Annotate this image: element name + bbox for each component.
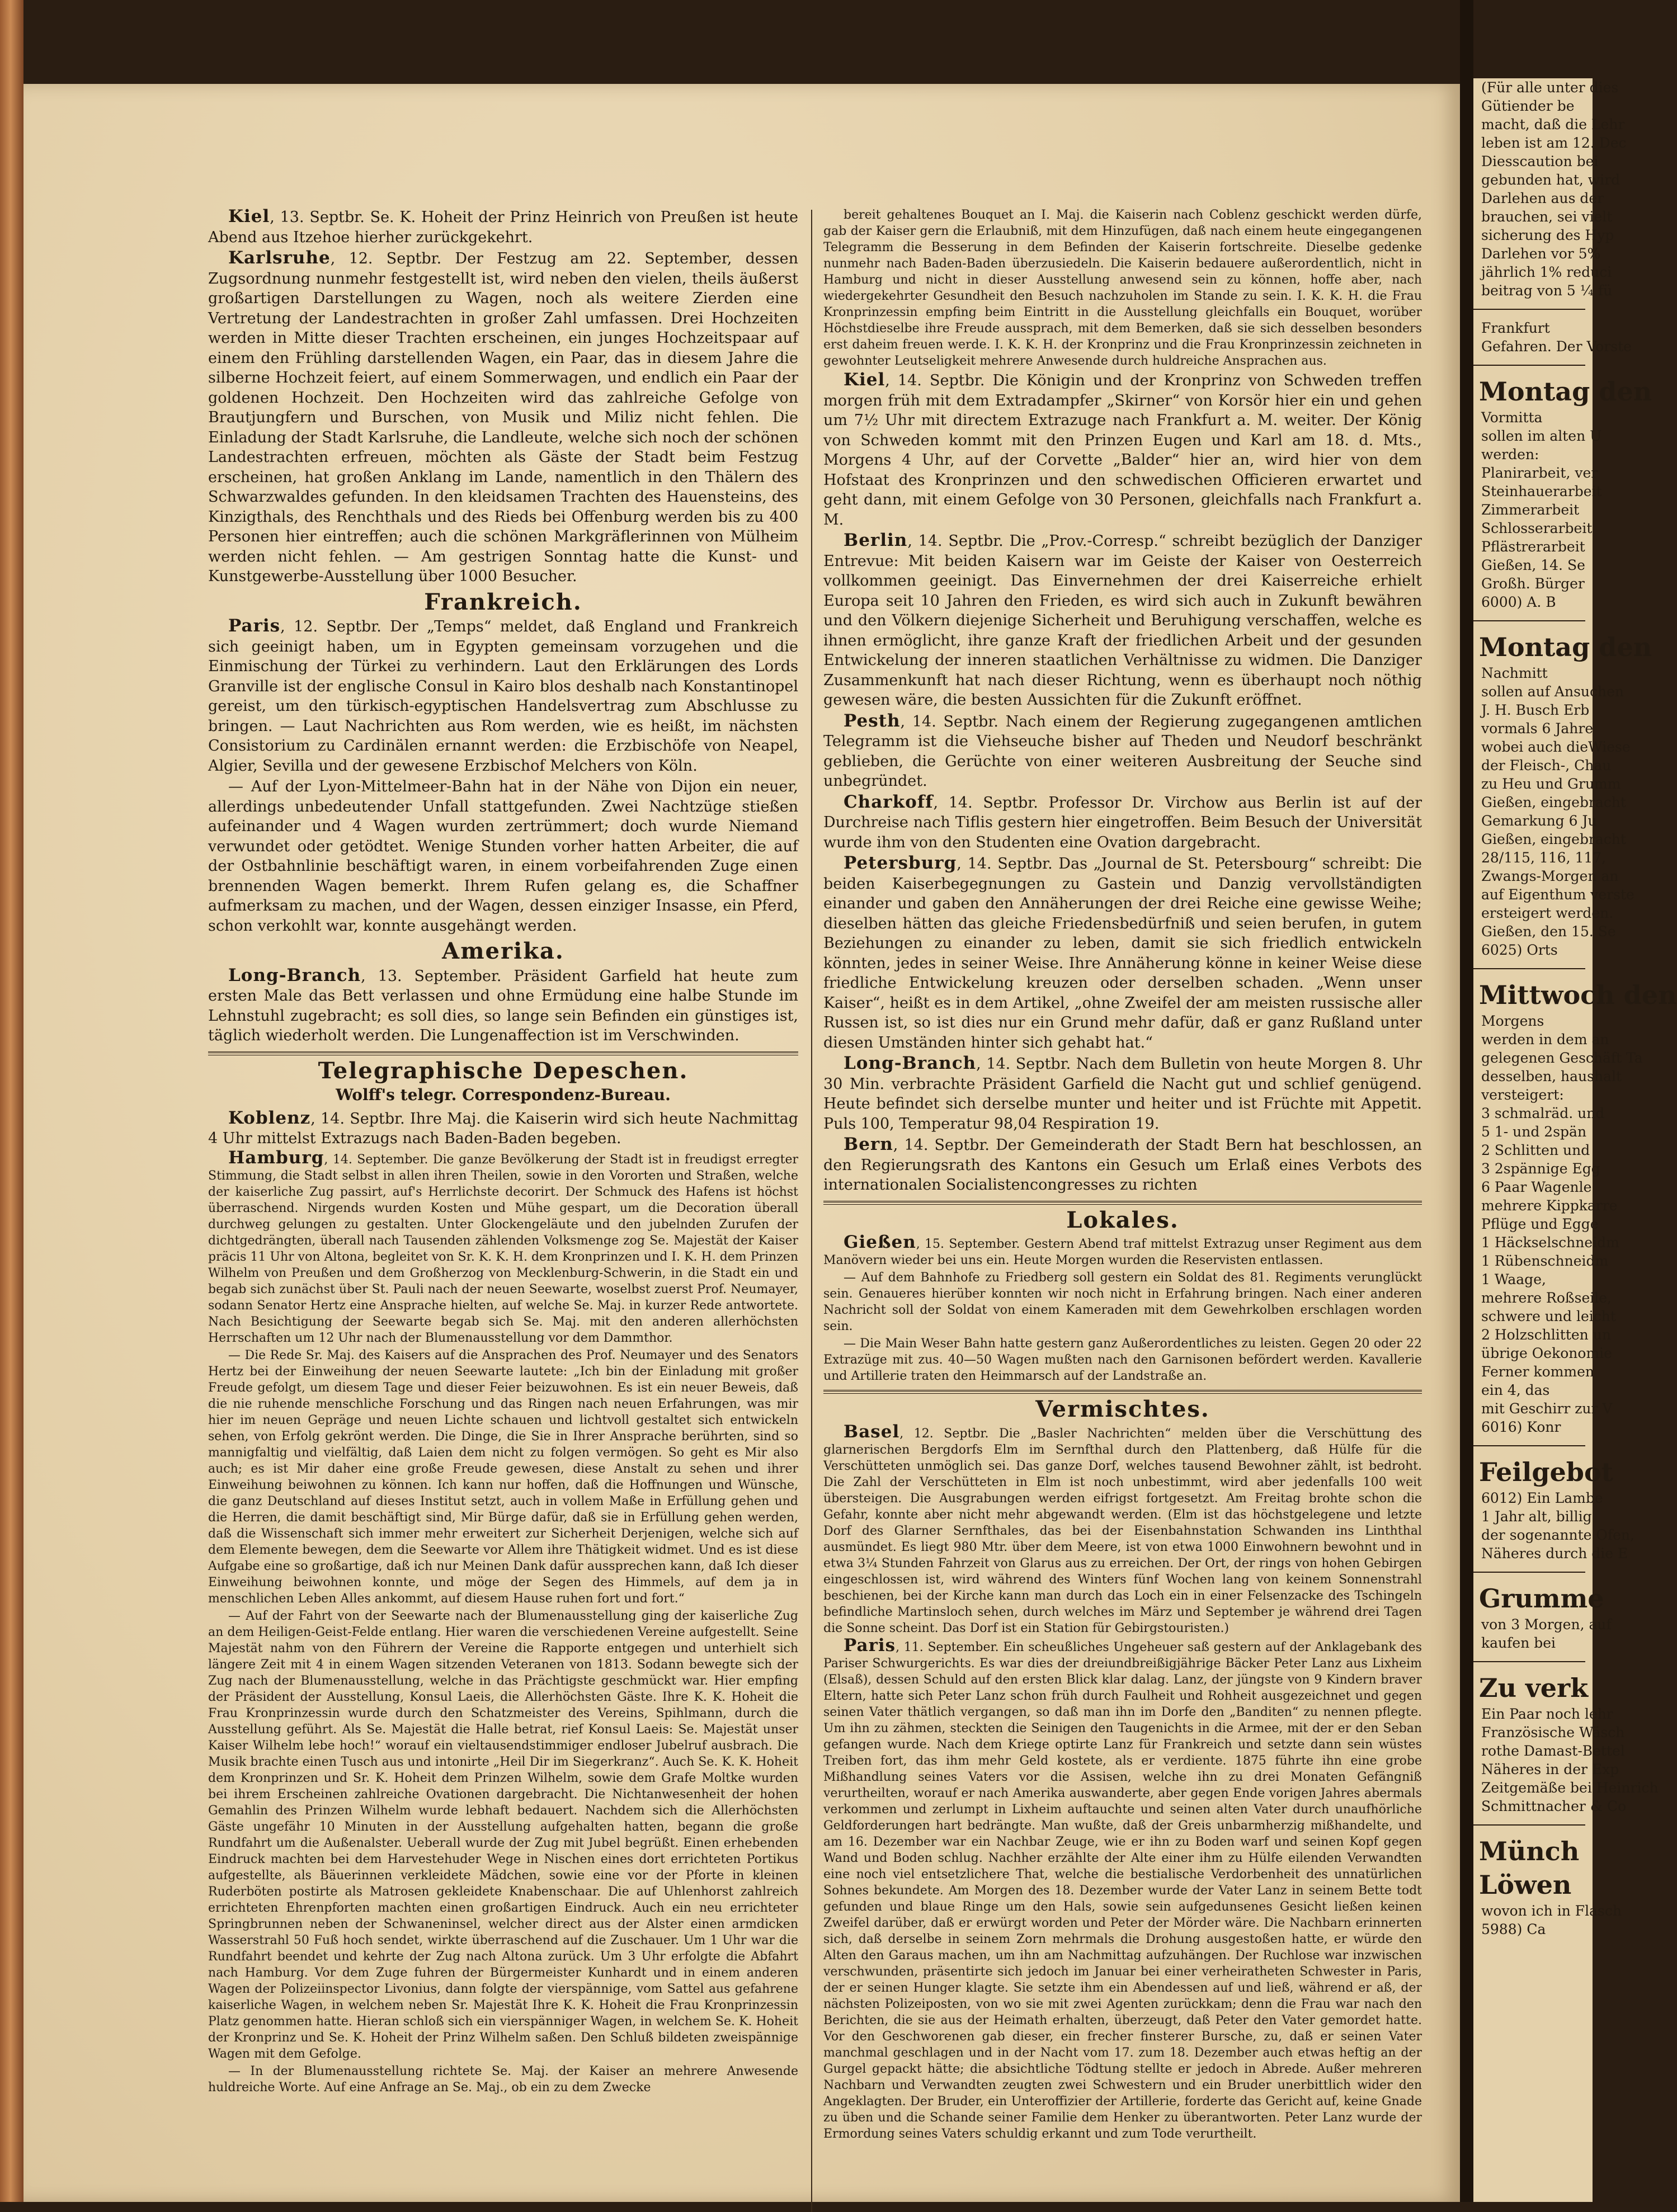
article-text: bereit gehaltenes Bouquet an I. Maj. die Kaiserin nach Coblenz geschickt werden dürfe, gab der Kaiser gern die Erlaubniß, mit dem Hinzufügen, daß nach einem heute eingegangenen Telegramm die Besserung in dem Befinden der Kaiserin fortschreite. Dieselbe gedenke nunmehr nach Baden-Baden überzusiedeln. Die Kaiserin bedauere außerordentlich, nicht in Hamburg und nicht in dieser Ausstellung anwesend sein zu können, hoffe aber, nach wiedergekehrter Gesundheit den Besuch nachzuholen im Stande zu sein. I. K. K. H. die Frau Kronprinzessin empfing beim Eintritt in die Ausstellung gleichfalls ein Bouquet, worüber Höchstdieselbe ihre Freude aussprach, mit dem Bemerken, daß sie sich desselben besonders erst daheim freuen werde. I. K. K. H. der Kronprinz und die Frau Kronprinzessin zeichneten in gewohnter Leutseligkeit mehrere Anwesende durch huldreiche Ansprachen aus. [823, 208, 1422, 368]
edge-text-line: Gießen, den 15. Se [1481, 923, 1616, 940]
edge-text-line: Gütiender be [1481, 98, 1575, 114]
binding-gutter [1460, 0, 1473, 2202]
edge-text-line: Näheres in der Exp [1481, 1761, 1619, 1777]
edge-text-line: 1 Häckselschneidm [1481, 1234, 1619, 1251]
edge-heading: Münch [1479, 1836, 1580, 1866]
edge-text-line: Zwangs-Morgen an [1481, 868, 1619, 884]
edge-text-line: Steinhauerarbeit [1481, 483, 1602, 499]
article-text: — In der Blumenausstellung richtete Se. Maj. der Kaiser an mehrere Anwesende huldreiche Worte. Auf eine Anfrage an Se. Maj., ob ein zu dem Zwecke [208, 2064, 798, 2095]
edge-text-line: brauchen, sei vielt [1481, 209, 1613, 225]
edge-text-line: Schmittnacher & Co [1481, 1798, 1627, 1814]
edge-text-line: Pflüge und Egge [1481, 1216, 1599, 1232]
edge-rule [1473, 1824, 1585, 1826]
edge-text-line: Gefahren. Der Vorste [1481, 338, 1632, 355]
article-dateline: Karlsruhe [228, 248, 331, 268]
article-dateline: Berlin [844, 530, 908, 550]
edge-text-line: 28/115, 116, 117, [1481, 850, 1607, 866]
section-subheading: Wolff's telegr. Correspondenz-Bureau. [336, 1086, 671, 1104]
edge-text-line: Gießen, 14. Se [1481, 557, 1585, 573]
edge-heading: Mittwoch den [1479, 980, 1677, 1010]
article-paragraph [823, 531, 1422, 710]
article-dateline: Pesth [844, 710, 901, 731]
edge-rule [1473, 620, 1585, 621]
edge-text-line: Zeitgemäße bei Heinrich [1481, 1780, 1659, 1796]
article-paragraph [208, 777, 798, 936]
article-text: , 13. Septbr. Se. K. Hoheit der Prinz Heinrich von Preußen ist heute Abend aus Itzehoe hierher zurückgekehrt. [208, 209, 798, 246]
article-text: , 12. Septbr. Die „Basler Nachrichten“ melden über die Verschüttung des glarnerischen Bergdorfs Elm im Sernfthal durch den Plattenberg, daß Hülfe für die Verschütteten unmöglich sei. Das ganze Dorf, welches tausend Bewohner zählt, ist bedroht. Die Zahl der Verschütteten in Elm ist noch unbestimmt, wird aber jedenfalls 100 weit übersteigen. Die Ausgrabungen werden eifrigst fortgesetzt. Am Freitag brohte schon die Gefahr, konnte aber nicht mehr abgewandt werden. (Elm ist das höchstgelegene und letzte Dorf des Glarner Sernfthales, das bei der Eisenbahnstation Schwanden ins Linththal ausmündet. Es liegt 980 Mtr. über dem Meere, ist von etwa 1000 Einwohnern bewohnt und in etwa 3¼ Stunden Fahrzeit von Glarus aus zu erreichen. Der Ort, der rings von hohen Gebirgen eingeschlossen ist, wird während des Winters fünf Wochen lang von keinem Sonnenstrahl beschienen, bei der Kirche kann man durch das Loch ein in einer Felsenzacke des Tschingeln befindliche Martinsloch sehen, durch welches im März und September je während drei Tagen die Sonne scheint. Das Dorf ist ein Station für Gebirgstouristen.) [823, 1426, 1422, 1635]
section-rule [208, 1051, 798, 1055]
edge-text-line: übrige Oekonomie [1481, 1345, 1612, 1361]
edge-text-line: Diesscaution bei [1481, 153, 1599, 169]
edge-heading: Montag den [1479, 632, 1652, 662]
article-dateline: Kiel [228, 206, 270, 227]
edge-rule [1473, 365, 1585, 366]
edge-heading: Grumme [1479, 1583, 1604, 1614]
article-paragraph [208, 2063, 798, 2096]
edge-text-line: 2 Holzschlitten un [1481, 1327, 1611, 1343]
article-paragraph [208, 248, 798, 587]
edge-text-line: Gießen, eingebracht [1481, 831, 1626, 847]
article-text: , 14. Septbr. Nach dem Bulletin von heute Morgen 8. Uhr 30 Min. verbrachte Präsident Garfield die Nacht gut und schlief genügend. Heute befindet sich derselbe munter und heiter und ist Früchte mit Appetit. Puls 100, Temperatur 98,04 Respiration 19. [823, 1055, 1422, 1133]
edge-text-line: desselben, haushalt [1481, 1068, 1622, 1084]
article-dateline: Basel [844, 1421, 900, 1442]
edge-heading: Löwen [1479, 1870, 1572, 1900]
article-text: — Die Main Weser Bahn hatte gestern ganz Außerordentliches zu leisten. Gegen 20 oder 22 Extrazüge mit zus. 40—50 Wagen mußten nach den Garnisonen befördert werden. Kavallerie und Artillerie traten den Heimmarsch auf der Landstraße an. [823, 1337, 1422, 1383]
article-text: , 15. September. Gestern Abend traf mittelst Extrazug unser Regiment aus dem Manövern wieder bei uns ein. Heute Morgen wurden die Reservisten entlassen. [823, 1237, 1422, 1267]
edge-text-line: rothe Damast-Bettel [1481, 1743, 1625, 1759]
article-paragraph [208, 1109, 798, 1149]
edge-text-line: 1 Waage, [1481, 1271, 1546, 1287]
edge-text-line: mit Geschirr zur V [1481, 1400, 1613, 1417]
edge-rule [1473, 968, 1585, 969]
edge-text-line: 1 Jahr alt, billig [1481, 1508, 1592, 1525]
article-paragraph [823, 853, 1422, 1053]
edge-text-line: Zimmerarbeit [1481, 502, 1580, 518]
edge-text-line: Schlosserarbeit [1481, 520, 1593, 536]
edge-text-line: Französische Wäsch [1481, 1724, 1625, 1741]
article-text: , 14. Septbr. Die „Prov.-Corresp.“ schreibt bezüglich der Danziger Entrevue: Mit beiden Kaisern war im Geiste der Kaiser von Oesterreich vollkommen geeinigt. Das Einvernehmen der drei Kaiserreiche erhielt Europa seit 10 Jahren den Frieden, es wird sich auch in Zukunft bewähren und den Völkern diejenige Sicherheit und Beruhigung verschaffen, welche es ihnen ermöglicht, ihre ganze Kraft der friedlichen Arbeit und der gesunden Entwickelung der inneren staatlichen Verhältnisse zu widmen. Die Danziger Zusammenkunft hat nach dieser Richtung, wenn es überhaupt noch nöthig gewesen wäre, die besten Aussichten für die Zukunft eröffnet. [823, 532, 1422, 709]
section-rule [823, 1390, 1422, 1394]
column-divider [811, 210, 812, 2212]
edge-text-line: gebunden hat, wird [1481, 172, 1621, 188]
section-heading: Amerika. [442, 938, 564, 964]
article-text: , 14. Septbr. Ihre Maj. die Kaiserin wird sich heute Nachmittag 4 Uhr mittelst Extrazugs nach Baden-Baden begeben. [208, 1110, 798, 1147]
edge-text-line: wobei auch dieWiese [1481, 739, 1631, 755]
edge-text-line: ein 4, das [1481, 1382, 1550, 1398]
article-text: — Auf dem Bahnhofe zu Friedberg soll gestern ein Soldat des 81. Regiments verunglückt sein. Genaueres hierüber konnten wir noch nicht in Erfahrung bringen. Nach einer anderen Nachricht soll der Soldat von einem Kameraden mit dem Gewehrkolben erschlagen worden sein. [823, 1271, 1422, 1333]
edge-text-line: Morgens [1481, 1013, 1544, 1029]
article-paragraph [823, 370, 1422, 530]
edge-text-line: 3 2spännige Egg [1481, 1161, 1600, 1177]
edge-text-line: schwere und leicht [1481, 1308, 1616, 1324]
edge-text-line: wovon ich in Flasch [1481, 1903, 1622, 1919]
article-text: , 13. September. Präsident Garfield hat heute zum ersten Male das Bett verlassen und ohne Ermüdung eine halbe Stunde im Lehnstuhl zugebracht; es soll dies, so lange sein Befinden ein günstiges ist, täglich wiederholt werden. Die Lungenaffection ist im Verschwinden. [208, 967, 798, 1044]
edge-text-line: Darlehen vor 5% [1481, 246, 1601, 262]
article-paragraph [208, 207, 798, 247]
edge-text-line: ersteigert werden. [1481, 905, 1614, 921]
edge-rule [1473, 309, 1585, 310]
edge-text-line: werden: [1481, 446, 1539, 463]
edge-text-line: beitrag von 5 ¼ fü [1481, 282, 1613, 299]
article-text: — Die Rede Sr. Maj. des Kaisers auf die Ansprachen des Prof. Neumayer und des Senators Hertz bei der Einweihung der neuen Seewarte lautete: „Ich bin der Einladung mit großer Freude gefolgt, um diesem Tage und dieser Feier beizuwohnen. Es ist ein neuer Beweis, daß die nie ruhende menschliche Forschung und das Ringen nach neuen Erfahrungen, was mir hier im neuen Gepräge und neuen Lichte schauen und lichtvoll gestaltet sich entwickeln sehen, von Erfolg gekrönt werden. Die Dinge, die Sie in Ihrer Ansprache berührten, sind so mannigfaltig und vielfältig, daß Laien dem nicht zu folgen vermögen. So geht es Mir also auch; es ist Mir daher eine große Freude gewesen, diese Anstalt zu sehen und ihrer Einweihung beiwohnen zu können. Ich kann nur hoffen, daß die Hoffnungen und Wünsche, die ganz Deutschland auf dieses Institut setzt, auch in vollem Maße in Erfüllung gehen und die Herren, die damit beschäftigt sind, Mir Bürge dafür, daß sie in Erfüllung gehen werden, daß die Wissenschaft sich immer mehr erweitert zur Sicherheit Derjenigen, welche sich auf dem Elemente bewegen, dem die Seewarte vor Allem ihre Thätigkeit widmet. Und es ist diese Aufgabe eine so großartige, daß ich nur Meinen Dank dafür aussprechen kann, daß Ich dieser Einweihung beiwohnen konnte, und möge der Segen des Himmels, auf dem ja in menschlichen Leben Alles ankommt, auf diesem Hause ruhen fort und fort.“ [208, 1348, 798, 1606]
edge-text-line: Vormitta [1481, 409, 1543, 426]
article-text: , 14. Septbr. Der Gemeinderath der Stadt Bern hat beschlossen, an den Regierungsrath des Kantons ein Gesuch um Erlaß eines Verbots des internationalen Socialistencongresses zu richten [823, 1136, 1422, 1194]
article-text: , 11. September. Ein scheußliches Ungeheuer saß gestern auf der Anklagebank des Pariser Schwurgerichts. Es war dies der dreiundbreißigjährige Bäcker Peter Lanz aus Lixheim (Elsaß), dessen Schuld auf den ersten Blick klar dalag. Lanz, der jüngste von 9 Kindern braver Eltern, hatte sich Peter Lanz schon früh durch Faulheit und Rohheit ausgezeichnet und gegen seinen Vater thätlich vergangen, so daß man ihn im Dorfe den „Banditen“ zu nennen pflegte. Um ihn zu zähmen, steckten die Seinigen den Taugenichts in die Armee, mit der er den Seban gefangen wurde. Nach dem Kriege optirte Lanz für Frankreich und setzte dann sein wüstes Treiben fort, das ihm mehr Geld kostete, als er verdiente. 1875 führte ihn eine grobe Mißhandlung seines Vaters vor die Assisen, welche ihn zu drei Monaten Gefängniß verurtheilten, worauf er nach Amerika auswanderte, aber gegen Ende vorigen Jahres abermals verkommen und zerlumpt in Lixheim auftauchte und seinen alten Vater durch unaufhörliche Geldforderungen hart bedrängte. Man wußte, daß der Greis unbarmherzig mißhandelte, und am 16. Dezember war ein Nachbar Zeuge, wie er ihn zu Boden warf und seinen Kopf gegen Wand und Boden schlug. Nachher erzählte der Alte einer ihm zu Hülfe eilenden Verwandten eine noch viel entsetzlichere That, welche die bestialische Verdorbenheit des unnatürlichen Sohnes bekundete. Am Morgen des 18. Dezember wurde der Vater Lanz in seinem Bette todt gefunden und blaue Ringe um den Hals, sowie sein aufgedunsenes Gesicht ließen keinen Zweifel darüber, daß er erwürgt worden und Peter der Mörder wäre. Die Nachbarn erinnerten sich, daß derselbe in seinem Zorn mehrmals die Drohung ausgestoßen hatte, er würde den Alten den Garaus machen, um ihn am Nachmittag aufzuhängen. Der Ruchlose war inzwischen verschwunden, präsentirte sich jedoch im Januar bei einer verheiratheten Schwester in Paris, der er seinen Hunger klagte. Sie setzte ihm ein Abendessen auf und ließ, während er aß, der nächsten Polizeiposten, von wo sie mit zwei Agenten zurückkam; denn die Frau war nach den Berichten, die sie aus der Heimath erhalten, überzeugt, daß Peter den Vater gemordet hatte. Vor den Geschworenen gab dieser, ein frecher finsterer Bursche, zu, daß er seinen Vater manchmal geschlagen und in der Nacht vom 17. zum 18. Dezember auch etwas heftig an der Gurgel gepackt hätte; die absichtliche Tödtung stellte er jedoch in Abrede. Außer mehreren Nachbarn und Verwandten zeugten zwei Schwestern und ein Bruder unerbittlich wider den Angeklagten. Der Bruder, ein Unteroffizier der Artillerie, forderte das Gericht auf, keine Gnade zu üben und die Schande seiner Familie dem Henker zu überantworten. Peter Lanz wurde der Ermordung seines Vaters schuldig erkannt und zum Tode verurtheilt. [823, 1640, 1422, 2141]
edge-heading: Montag den [1479, 376, 1652, 407]
article-text: , 14. Septbr. Professor Dr. Virchow aus Berlin ist auf der Durchreise nach Tiflis gestern hier eingetroffen. Beim Besuch der Universität wurde ihm von den Studenten eine Ovation dargebracht. [823, 794, 1422, 851]
article-dateline: Long-Branch [228, 965, 361, 985]
article-paragraph [823, 1336, 1422, 1384]
newspaper-page [23, 84, 1460, 2202]
edge-rule [1473, 1445, 1585, 1446]
edge-text-line: 2 Schlitten und [1481, 1142, 1590, 1158]
edge-text-line: Ein Paar noch lehr [1481, 1706, 1613, 1722]
edge-text-line: J. H. Busch Erb [1481, 702, 1590, 718]
article-dateline: Petersburg [844, 853, 957, 873]
edge-text-line: 3 schmalräd. und [1481, 1105, 1605, 1121]
article-paragraph [208, 1347, 798, 1607]
edge-text-line: sollen im alten U [1481, 428, 1602, 444]
article-text: , 14. September. Die ganze Bevölkerung der Stadt ist in freudigst erregter Stimmung, die Stadt selbst in allen ihren Theilen, sowie in den Vororten und Straßen, welche der kaiserliche Zug passirt, auf's Herrlichste decorirt. Der Schmuck des Hafens ist höchst überraschend. Nirgends wurden Kosten und Mühe gespart, um die Decoration überall durchweg gelungen zu gestalten. Unter Glockengeläute und den jubelnden Zurufen der dichtgedrängten, überall nach Tausenden zählenden Volksmenge zog Se. Majestät der Kaiser präcis 11 Uhr von Altona, begleitet von Sr. K. K. H. dem Kronprinzen und I. K. H. dem Prinzen Wilhelm von Preußen und dem Großherzog von Mecklenburg-Schwerin, in die Stadt ein und begab sich zunächst über St. Pauli nach der neuen Seewarte, woselbst zuerst Prof. Neumayer, sodann Senator Hertz eine Ansprache hielten, auf welche Se. Maj. in kurzer Rede antwortete. Nach Besichtigung der Seewarte begab sich Se. Maj. mit den anderen allerhöchsten Herrschaften um 12 Uhr nach der Blumenausstellung vor dem Dammthor. [208, 1152, 798, 1345]
edge-text-line: mehrere Roßseile, [1481, 1290, 1612, 1306]
edge-text-line: leben ist am 12. Dec [1481, 135, 1627, 151]
edge-text-line: zu Heu und Grumm [1481, 776, 1621, 792]
article-text: , 12. Septbr. Der „Temps“ meldet, daß England und Frankreich sich geeinigt haben, um in Egypten gemeinsam vorzugehen und die Einmischung der Türkei zu verhindern. Laut den Erklärungen des Lords Granville ist der englische Consul in Kairo blos deshalb nach Konstantinopel gereist, um den türkisch-egyptischen Handelsvertrag zum Abschlusse zu bringen. — Laut Nachrichten aus Rom werden, wie es heißt, im nächsten Consistorium zu Cardinälen ernannt werden: die Erzbischöfe von Neapel, Algier, Sevilla und der gewesene Erzbischof Melchers von Köln. [208, 618, 798, 775]
edge-text-line: jährlich 1% reduci [1481, 264, 1612, 280]
article-text: , 14. Septbr. Das „Journal de St. Petersbourg“ schreibt: Die beiden Kaiserbegegnungen zu Gastein und Danzig vervollständigten einander und gaben den Annäherungen der drei Reiche eine gewisse Weihe; dieselben hätten das gleiche Friedensbedürfniß und seien berufen, in gutem Beziehungen zu einander zu leben, damit sie sich friedlich entwickeln könnten, jedes in seiner Weise. Ihre Annäherung könne in keiner Weise diese friedliche Entwickelung kreuzen oder derselben schaden. „Wenn unser Kaiser“, heißt es in dem Artikel, „ohne Zweifel der am meisten russische aller Russen ist, so ist dies nur ein Grund mehr dafür, daß er ganz Rußland unter diesen Umständen hinter sich gehabt hat.“ [823, 855, 1422, 1051]
article-dateline: Charkoff [844, 791, 934, 812]
edge-text-line: Planirarbeit, ver [1481, 465, 1598, 481]
section-heading: Vermischtes. [1035, 1396, 1210, 1422]
article-text: , 14. Septbr. Die Königin und der Kronprinz von Schweden treffen morgen früh mit dem Extradampfer „Skirner“ von Korsör hier ein und gehen um 7½ Uhr mit directem Extrazuge nach Frankfurt a. M. weiter. Der König von Schweden kommt mit den Prinzen Eugen und Karl am 18. d. Mts., Morgens 4 Uhr, auf der Corvette „Balder“ hier an, wird hier von dem Hofstaat des Kronprinzen und den schwedischen Officieren erwartet und geht dann, mit einem Gefolge von 30 Personen, gleichfalls nach Frankfurt a. M. [823, 372, 1422, 529]
section-heading: Frankreich. [424, 588, 582, 615]
article-paragraph [823, 1270, 1422, 1334]
article-dateline: Gießen [844, 1232, 916, 1252]
article-paragraph [823, 1635, 1422, 2142]
article-dateline: Bern [844, 1134, 893, 1154]
article-paragraph [823, 1135, 1422, 1195]
article-text: — Auf der Lyon-Mittelmeer-Bahn hat in der Nähe von Dijon ein neuer, allerdings unbedeutender Unfall stattgefunden. Zwei Nachtzüge stießen aufeinander und 4 Wagen wurden zertrümmert; doch wurde Niemand verwundet oder getödtet. Wenige Stunden vorher hatten Arbeiter, die auf der Ostbahnlinie beschäftigt waren, in einem vorbeifahrenden Zuge einen brennenden Wagen bemerkt. Ihrem Rufen gelang es, die Schaffner aufmerksam zu machen, und der Wagen, dessen einziger Insasse, ein Pferd, schon verkohlt war, konnte ausgehängt werden. [208, 778, 798, 935]
edge-text-line: kaufen bei [1481, 1635, 1556, 1651]
edge-text-line: 1 Rübenschneidm [1481, 1253, 1609, 1269]
edge-text-line: von 3 Morgen, auf [1481, 1616, 1612, 1633]
section-heading: Lokales. [1066, 1206, 1179, 1233]
article-dateline: Long-Branch [844, 1053, 977, 1073]
section-rule [823, 1201, 1422, 1205]
article-paragraph [208, 1147, 798, 1346]
edge-text-line: Gemarkung 6 Ju [1481, 813, 1597, 829]
edge-text-line: sollen auf Ansuchen [1481, 683, 1624, 700]
edge-rule [1473, 1572, 1585, 1573]
article-text: , 14. Septbr. Nach einem der Regierung zugegangenen amtlichen Telegramm ist die Viehseuche bisher auf Theden und Neudorf beschränkt geblieben, die Gerüchte von einer weiteren Ausbreitung der Seuche sind unbegründet. [823, 713, 1422, 790]
article-paragraph [823, 793, 1422, 853]
article-paragraph [208, 616, 798, 776]
article-paragraph [823, 1234, 1422, 1268]
edge-heading: Zu verk [1479, 1673, 1589, 1703]
edge-text-line: Gießen, eingebracht [1481, 794, 1626, 810]
edge-text-line: (Für alle unter dies [1481, 79, 1619, 96]
edge-text-line: 5988) Ca [1481, 1921, 1546, 1937]
edge-text-line: der sogenannte Ofen, [1481, 1527, 1634, 1543]
article-paragraph [208, 966, 798, 1046]
edge-text-line: Nachmitt [1481, 665, 1548, 681]
article-dateline: Koblenz [228, 1107, 311, 1128]
adjacent-page-edge [1473, 78, 1677, 2202]
edge-text-line: Pflästrerarbeit [1481, 539, 1585, 555]
right-column [823, 207, 1422, 2143]
edge-text-line: macht, daß die Lehr [1481, 116, 1625, 133]
edge-text-line: Ferner kommen [1481, 1364, 1595, 1380]
article-dateline: Paris [228, 616, 281, 636]
edge-text-line: 5 1- und 2spän [1481, 1124, 1587, 1140]
edge-text-line: 6025) Orts [1481, 942, 1558, 958]
article-paragraph [823, 207, 1422, 369]
edge-text-line: der Fleisch-, Chau [1481, 757, 1612, 774]
edge-text-line: Großh. Bürger [1481, 576, 1585, 592]
edge-text-line: gelegenen Geschäft Ta [1481, 1050, 1643, 1066]
article-dateline: Paris [844, 1635, 896, 1656]
article-paragraph [208, 1608, 798, 2062]
edge-text-line: mehrere Kippkarre [1481, 1197, 1618, 1214]
edge-text-line: Näheres durch die E [1481, 1545, 1628, 1562]
article-paragraph [823, 711, 1422, 791]
article-paragraph [823, 1054, 1422, 1134]
edge-text-line: werden in dem an [1481, 1031, 1609, 1048]
edge-text-line: versteigert: [1481, 1087, 1564, 1103]
edge-text-line: 6 Paar Wagenle [1481, 1179, 1592, 1195]
left-column [208, 207, 798, 2097]
article-paragraph [823, 1421, 1422, 1636]
book-spine [0, 0, 23, 2202]
edge-text-line: Darlehen aus der [1481, 190, 1604, 206]
edge-heading: Feilgebot [1479, 1457, 1613, 1487]
edge-text-line: auf Eigenthum verste [1481, 886, 1634, 903]
edge-text-line: 6012) Ein Lambe [1481, 1490, 1603, 1506]
article-text: — Auf der Fahrt von der Seewarte nach der Blumenausstellung ging der kaiserliche Zug an dem Heiligen-Geist-Felde entlang. Hier waren die verschiedenen Vereine aufgestellt. Seine Majestät nahm von den Führern der Vereine die Rapporte entgegen und unterhielt sich längere Zeit mit 4 in einem Wagen sitzenden Veteranen von 1813. Sodann bewegte sich der Zug nach der Blumenausstellung, welche in das Prächtigste geschmückt war. Hier empfing der Präsident der Ausstellung, Konsul Laeis, die Allerhöchsten Gäste. Ihre K. K. Hoheit die Frau Kronprinzessin wurde durch den Schatzmeister des Vereins, Spihlmann, durch die Ausstellung geführt. Als Se. Majestät die Halle betrat, rief Konsul Laeis: Se. Majestät unser Kaiser Wilhelm lebe hoch!“ worauf ein vieltausendstimmiger endloser Jubelruf ausbrach. Die Musik brachte einen Tusch aus und intonirte „Heil Dir im Siegerkranz“. Auch Se. K. K. Hoheit dem Kronprinzen und Sr. K. Hoheit dem Prinzen Wilhelm, sowie dem Grafe Moltke wurden bei ihrem Erscheinen zahlreiche Ovationen dargebracht. Die Nichtanwesenheit der hohen Gemahlin des Prinzen Wilhelm wurde lebhaft bedauert. Nachdem sich die Allerhöchsten Gäste ungefähr 10 Minuten in der Ausstellung aufgehalten hatten, begann die große Rundfahrt um die Außenalster. Ueberall wurde der Zug mit Jubel begrüßt. Einen erhebenden Eindruck machten bei dem Harvestehuder Wege in Nischen eines dort errichteten Portikus aufgestellte, als Bäuerinnen verkleidete Mädchen, sowie eine vor der Pforte in kleinen Ruderböten postirte als Matrosen gekleidete Knabenschaar. Die auf Uhlenhorst zahlreich errichteten Ehrenpforten machten einen großartigen Eindruck. Auch ein neu errichteter Springbrunnen neben der Schwaneninsel, welcher direct aus der Alster einen armdicken Wasserstrahl 50 Fuß hoch sendet, wirkte überraschend auf die Zuschauer. Um 1 Uhr war die Rundfahrt beendet und kehrte der Zug nach Altona zurück. Um 3 Uhr erfolgte die Abfahrt nach Hamburg. Vor dem Zuge fuhren der Bürgermeister Kunhardt und in einem anderen Wagen der Polizeiinspector Livonius, dann folgte der vierspännige, vom Sattel aus gefahrene kaiserliche Wagen, in welchem neben Sr. Majestät Ihre K. K. Hoheit die Frau Kronprinzessin Platz genommen hatte. Hieran schloß sich ein vierspänniger Wagen, in welchem Se. K. Hoheit der Kronprinz und Se. K. Hoheit der Prinz Wilhelm saßen. Den Schluß bildeten zweispännige Wagen mit dem Gefolge. [208, 1609, 798, 2061]
edge-text-line: vormals 6 Jahre [1481, 720, 1594, 737]
edge-text-line: Frankfurt [1481, 320, 1550, 336]
section-heading: Telegraphische Depeschen. [318, 1057, 689, 1084]
article-text: , 12. Septbr. Der Festzug am 22. September, dessen Zugsordnung nunmehr festgestellt ist, wird neben den vielen, theils äußerst großartigen Darstellungen zu Wagen, noch als weitere Zierden eine Vertretung der Landestrachten in großer Zahl umfassen. Drei Hochzeiten werden in Mitte dieser Trachten erscheinen, ein junges Hochzeitspaar auf einem den Frühling darstellenden Wagen, ein Paar, das in diesem Jahre die silberne Hochzeit feiert, auf einem Sommerwagen, und endlich ein Paar der goldenen Hochzeit. Den Hochzeiten wird das zahlreiche Gefolge von Brautjungfern und Burschen, von Musik und Miliz nicht fehlen. Die Einladung der Stadt Karlsruhe, die Landleute, welche sich noch der schönen Landestrachten erfreuen, möchten als Gäste der Stadt beim Festzug erscheinen, hat großen Anklang im Lande, namentlich in den Thälern des Schwarzwaldes gefunden. In den kleidsamen Trachten des Hauensteins, des Kinzigthals, des Renchthals und des Rieds bei Offenburg werden bis zu 400 Personen hier eintreffen; auch die schönen Markgräflerinnen von Mülheim werden nicht fehlen. — Am gestrigen Sonntag hatte die Kunst- und Kunstgewerbe-Ausstellung über 1000 Besucher. [208, 250, 798, 585]
article-dateline: Hamburg [228, 1147, 324, 1168]
edge-text-line: 6000) A. B [1481, 594, 1556, 610]
edge-rule [1473, 1661, 1585, 1662]
edge-text-line: 6016) Konr [1481, 1419, 1561, 1435]
article-dateline: Kiel [844, 370, 885, 390]
edge-text-line: sicherung des Hyp [1481, 227, 1614, 243]
